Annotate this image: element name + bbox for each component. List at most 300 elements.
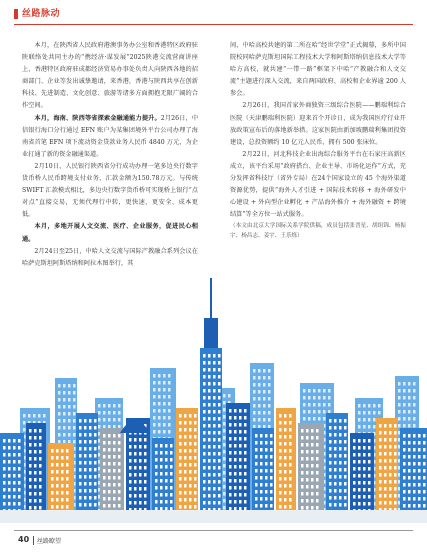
building-window xyxy=(303,410,306,414)
building-window xyxy=(363,446,366,450)
building-window xyxy=(263,376,266,380)
building-window xyxy=(165,479,168,483)
building-window xyxy=(239,472,242,476)
building-window xyxy=(398,389,401,393)
building-window xyxy=(311,443,314,447)
building-window xyxy=(213,424,216,428)
building-window xyxy=(255,497,258,501)
building-window xyxy=(58,405,61,409)
building-window xyxy=(316,492,319,496)
building-window xyxy=(403,497,406,501)
footer-divider xyxy=(14,530,413,531)
building-window xyxy=(118,434,121,438)
building-window xyxy=(218,368,221,372)
building-window xyxy=(73,419,76,423)
building-window xyxy=(108,441,111,445)
building-window xyxy=(313,403,316,407)
building-window xyxy=(168,388,171,392)
building-window xyxy=(244,458,247,462)
building-window xyxy=(218,417,221,421)
building-window xyxy=(34,499,37,503)
building-window xyxy=(306,478,309,482)
building-window xyxy=(244,444,247,448)
building-window xyxy=(244,500,247,504)
building-window xyxy=(403,462,406,466)
building-window xyxy=(118,497,121,501)
building-window xyxy=(413,410,416,414)
building-window xyxy=(103,469,106,473)
building-window xyxy=(229,416,232,420)
building-window xyxy=(34,492,37,496)
building-window xyxy=(18,481,21,485)
building-window xyxy=(234,437,237,441)
bold-lead: 本月，多地开展人文交流、医疗、企业服务，促进民心相通。 xyxy=(22,223,198,243)
building-window xyxy=(423,441,426,445)
building-window xyxy=(194,428,197,432)
building-window xyxy=(258,383,261,387)
building-window xyxy=(368,418,371,422)
building-window xyxy=(234,444,237,448)
building-window xyxy=(153,409,156,413)
building-window xyxy=(384,473,387,477)
building-window xyxy=(329,433,332,437)
building-window xyxy=(203,494,206,498)
building-window xyxy=(58,419,61,423)
building-window xyxy=(194,470,197,474)
building-window xyxy=(301,499,304,503)
building-window xyxy=(203,438,206,442)
building-window xyxy=(413,396,416,400)
building-window xyxy=(213,431,216,435)
building-window xyxy=(84,440,87,444)
building-window xyxy=(379,445,382,449)
building-window xyxy=(318,417,321,421)
building-window xyxy=(3,481,6,485)
paragraph: 间，中哈高校共建的第二所在哈“经世学堂”正式揭幕，多所中国院校同哈萨克斯坦国际工程技术大学和阿斯塔纳信息技术大学等哈方高校，就共建“一带一路”框架下中哈“产教融合和人文交流”主题进行深入交流，来自两国政府、高校和企业界逾 200 人参会。 xyxy=(230,42,406,98)
building-window xyxy=(253,397,256,401)
building-window xyxy=(265,483,268,487)
building-window xyxy=(253,425,256,429)
building-window xyxy=(318,396,321,400)
building-window xyxy=(218,361,221,365)
building-window xyxy=(168,416,171,420)
building-window xyxy=(129,494,132,498)
building-window xyxy=(155,458,158,462)
building-window xyxy=(279,442,282,446)
building-window xyxy=(398,410,401,414)
building-window xyxy=(194,442,197,446)
building-window xyxy=(213,459,216,463)
building-window xyxy=(234,500,237,504)
building-window xyxy=(33,414,36,418)
building-window xyxy=(194,449,197,453)
building-window xyxy=(344,503,347,507)
building-window xyxy=(98,425,101,429)
building-window xyxy=(279,484,282,488)
building-window xyxy=(84,433,87,437)
building-window xyxy=(89,468,92,472)
building-window xyxy=(118,469,121,473)
building-window xyxy=(158,430,161,434)
building-window xyxy=(260,483,263,487)
building-window xyxy=(284,484,287,488)
building-window xyxy=(155,465,158,469)
building-window xyxy=(73,440,76,444)
building-window xyxy=(134,473,137,477)
building-window xyxy=(234,486,237,490)
building-window xyxy=(208,368,211,372)
building-window xyxy=(308,410,311,414)
building-window xyxy=(66,463,69,467)
building-window xyxy=(94,468,97,472)
building-window xyxy=(113,490,116,494)
building-window xyxy=(423,469,426,473)
building-window xyxy=(218,501,221,505)
building-window xyxy=(155,493,158,497)
building-window xyxy=(334,503,337,507)
city-skyline-illustration xyxy=(0,258,427,523)
section-title: 丝路脉动 xyxy=(22,9,61,19)
building-window xyxy=(303,417,306,421)
building-window xyxy=(408,448,411,452)
building-window xyxy=(265,469,268,473)
building-window xyxy=(358,404,361,408)
building-window xyxy=(103,490,106,494)
building-window xyxy=(408,476,411,480)
building-window xyxy=(255,476,258,480)
building-window xyxy=(94,426,97,430)
building-window xyxy=(334,454,337,458)
building-window xyxy=(158,374,161,378)
building-window xyxy=(228,394,231,398)
building-window xyxy=(258,425,261,429)
building-window xyxy=(384,431,387,435)
building-window xyxy=(98,411,101,415)
building-window xyxy=(113,411,116,415)
building-window xyxy=(244,451,247,455)
building-window xyxy=(160,507,163,511)
building-window xyxy=(334,489,337,493)
building-window xyxy=(3,446,6,450)
building-window xyxy=(89,440,92,444)
building-window xyxy=(108,418,111,422)
building-window xyxy=(179,491,182,495)
building-window xyxy=(339,503,342,507)
building-window xyxy=(413,382,416,386)
building-window xyxy=(303,389,306,393)
building-window xyxy=(79,426,82,430)
building-window xyxy=(29,457,32,461)
building-window xyxy=(418,434,421,438)
building-window xyxy=(94,419,97,423)
building-window xyxy=(234,479,237,483)
building-window xyxy=(408,389,411,393)
building-window xyxy=(303,403,306,407)
building-window xyxy=(18,488,21,492)
building-window xyxy=(155,444,158,448)
building-window xyxy=(244,472,247,476)
building-window xyxy=(329,482,332,486)
building-window xyxy=(239,416,242,420)
building-window xyxy=(316,499,319,503)
building-window xyxy=(408,497,411,501)
building-window xyxy=(134,494,137,498)
building-window xyxy=(379,480,382,484)
building-window xyxy=(344,419,347,423)
building-window xyxy=(384,424,387,428)
building-window xyxy=(213,417,216,421)
building-window xyxy=(368,404,371,408)
building-window xyxy=(255,455,258,459)
building-window xyxy=(213,354,216,358)
building-window xyxy=(34,450,37,454)
building-window xyxy=(179,470,182,474)
building-window xyxy=(368,446,371,450)
building-window xyxy=(56,456,59,460)
building-window xyxy=(129,487,132,491)
building-window xyxy=(358,439,361,443)
building-window xyxy=(306,443,309,447)
building-window xyxy=(139,494,142,498)
building-window xyxy=(208,424,211,428)
building-window xyxy=(373,411,376,415)
building-window xyxy=(328,389,331,393)
building-window xyxy=(213,410,216,414)
building-window xyxy=(58,412,61,416)
building-window xyxy=(265,434,268,438)
building-window xyxy=(303,396,306,400)
header-divider xyxy=(14,24,413,25)
building-window xyxy=(208,452,211,456)
building-window xyxy=(203,382,206,386)
building-window xyxy=(423,483,426,487)
building-window xyxy=(358,502,361,506)
building-window xyxy=(368,481,371,485)
building-window xyxy=(389,452,392,456)
building-window xyxy=(358,411,361,415)
building-window xyxy=(61,463,64,467)
building-window xyxy=(329,475,332,479)
building-window xyxy=(358,495,361,499)
building-window xyxy=(403,455,406,459)
building-window xyxy=(316,485,319,489)
building-window xyxy=(229,486,232,490)
building-window xyxy=(265,462,268,466)
building-window xyxy=(389,445,392,449)
building-window xyxy=(313,417,316,421)
building-window xyxy=(168,430,171,434)
ground xyxy=(0,510,427,523)
building-window xyxy=(255,441,258,445)
building-window xyxy=(218,473,221,477)
building-window xyxy=(289,463,292,467)
building-window xyxy=(13,439,16,443)
building-window xyxy=(418,504,421,508)
building-window xyxy=(289,449,292,453)
building-window xyxy=(379,424,382,428)
building-window xyxy=(394,452,397,456)
building-window xyxy=(139,501,142,505)
building-window xyxy=(94,454,97,458)
building-window xyxy=(179,442,182,446)
building-window xyxy=(3,474,6,478)
building-window xyxy=(73,412,76,416)
building-window xyxy=(34,464,37,468)
building-window xyxy=(51,463,54,467)
building-window xyxy=(108,425,111,429)
building-window xyxy=(89,482,92,486)
building-window xyxy=(170,465,173,469)
building-window xyxy=(223,436,226,440)
building-window xyxy=(39,492,42,496)
building-window xyxy=(39,457,42,461)
building-window xyxy=(316,443,319,447)
building-window xyxy=(329,440,332,444)
building-window xyxy=(218,396,221,400)
building-window xyxy=(66,456,69,460)
building-window xyxy=(279,477,282,481)
building-window xyxy=(203,417,206,421)
building-window xyxy=(329,454,332,458)
building-window xyxy=(413,417,416,421)
building-window xyxy=(103,455,106,459)
building-window xyxy=(153,416,156,420)
building-window xyxy=(353,439,356,443)
building-window xyxy=(84,496,87,500)
building-window xyxy=(184,498,187,502)
building-window xyxy=(160,500,163,504)
building-window xyxy=(394,459,397,463)
building-window xyxy=(8,488,11,492)
building-window xyxy=(139,452,142,456)
building-window xyxy=(384,445,387,449)
building-window xyxy=(39,499,42,503)
building-window xyxy=(208,487,211,491)
building-window xyxy=(18,502,21,506)
building-window xyxy=(323,410,326,414)
building-window xyxy=(179,505,182,509)
building-window xyxy=(89,475,92,479)
building-window xyxy=(155,479,158,483)
building-window xyxy=(66,477,69,481)
building-window xyxy=(165,451,168,455)
building-window xyxy=(56,498,59,502)
building-window xyxy=(384,494,387,498)
building-window xyxy=(51,484,54,488)
building-window xyxy=(168,402,171,406)
building-window xyxy=(253,376,256,380)
building-window xyxy=(408,462,411,466)
building-window xyxy=(113,418,116,422)
building-window xyxy=(58,426,61,430)
building-window xyxy=(8,439,11,443)
building-window xyxy=(73,405,76,409)
building-window xyxy=(58,391,61,395)
building-window xyxy=(73,433,76,437)
building-window xyxy=(155,500,158,504)
building-window xyxy=(18,453,21,457)
building-window xyxy=(301,471,304,475)
building-window xyxy=(218,431,221,435)
building-window xyxy=(39,464,42,468)
building-window xyxy=(423,462,426,466)
building-window xyxy=(94,489,97,493)
building-window xyxy=(244,409,247,413)
building-window xyxy=(379,431,382,435)
building-window xyxy=(13,488,16,492)
building-window xyxy=(118,455,121,459)
building-window xyxy=(189,421,192,425)
building-window xyxy=(234,472,237,476)
building-window xyxy=(184,477,187,481)
building-window xyxy=(218,438,221,442)
building-window xyxy=(384,466,387,470)
building-window xyxy=(134,466,137,470)
building-window xyxy=(263,383,266,387)
building-window xyxy=(306,450,309,454)
building-window xyxy=(284,428,287,432)
building-window xyxy=(270,441,273,445)
building-window xyxy=(79,454,82,458)
building-window xyxy=(229,423,232,427)
building-window xyxy=(118,425,121,429)
building-window xyxy=(84,468,87,472)
building-window xyxy=(284,442,287,446)
building-window xyxy=(389,501,392,505)
building-window xyxy=(255,483,258,487)
building-window xyxy=(13,481,16,485)
building-window xyxy=(13,453,16,457)
building-window xyxy=(218,389,221,393)
building-window xyxy=(203,459,206,463)
building-window xyxy=(163,409,166,413)
building-window xyxy=(323,396,326,400)
building-window xyxy=(403,441,406,445)
building-window xyxy=(134,459,137,463)
building-window xyxy=(244,493,247,497)
building-window xyxy=(68,426,71,430)
building-window xyxy=(270,504,273,508)
building-window xyxy=(184,491,187,495)
paragraph: 2月24日至25日，中哈人文交流与国际产教融合系列会议在哈萨克斯坦阿斯塔纳和阿拉木图举行，其 xyxy=(22,247,198,267)
building-window xyxy=(323,417,326,421)
building-window xyxy=(270,434,273,438)
building-window xyxy=(63,426,66,430)
building-window xyxy=(363,481,366,485)
building-window xyxy=(334,468,337,472)
building-window xyxy=(311,436,314,440)
building-window xyxy=(239,486,242,490)
building-window xyxy=(265,497,268,501)
building-window xyxy=(265,504,268,508)
building-window xyxy=(265,455,268,459)
building-window xyxy=(358,418,361,422)
building-window xyxy=(61,449,64,453)
building-window xyxy=(144,445,147,449)
building-window xyxy=(89,496,92,500)
building-window xyxy=(258,418,261,422)
building-window xyxy=(158,381,161,385)
building-window xyxy=(311,464,314,468)
building-window xyxy=(160,486,163,490)
building-window xyxy=(223,408,226,412)
paragraph: 2月22日，河北科技企业出海综合服务平台在石家庄高新区成立，该平台采用“政府搭台、企业主导、市场化运作”方式，充分发挥省科技厅（省外专局）在24个国家设立的 45 个海外渠道资源优势，提供“海外人才引进 + 国际技术转移 + 海外研发中心建设 + 外向型企业孵化 + 产品海外推介 + 海外融资 + 跨境结算”等全方位一站式服务。 xyxy=(230,150,406,219)
building-window xyxy=(18,446,21,450)
building-window xyxy=(155,486,158,490)
building-window xyxy=(165,500,168,504)
tower-top xyxy=(204,318,218,348)
building-window xyxy=(301,450,304,454)
